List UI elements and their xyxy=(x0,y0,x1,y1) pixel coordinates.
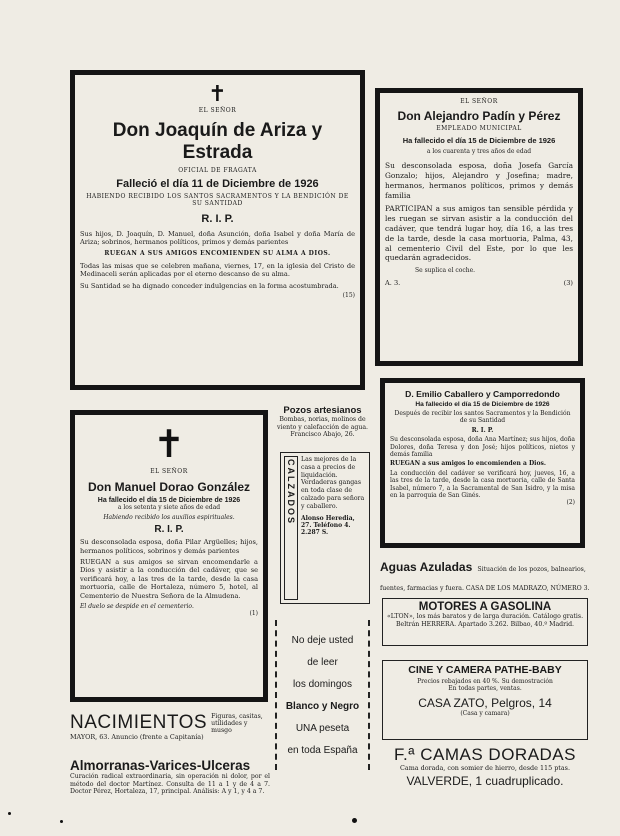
ad-text: Las mejores de la casa a precios de liquidación. Verdaderas gangas en toda clase de calzado para señora y caballero. xyxy=(301,456,365,510)
death-date: Ha fallecido el día 15 de Diciembre de 1926 xyxy=(402,135,556,145)
rip: R. I. P. xyxy=(471,426,494,434)
obituary-dorao xyxy=(70,410,268,702)
ad-line: UNA peseta xyxy=(295,723,350,734)
rank: OFICIAL DE FRAGATA xyxy=(178,167,257,175)
ad-reference: (15) xyxy=(342,292,355,300)
ad-text: «LTON», los más baratos y de larga duración. Catálogo gratis. Beltrán HERRERA. Apartado 3.262. Bilbao, 40.º Madrid. xyxy=(386,613,584,628)
ad-line: Blanco y Negro xyxy=(285,701,360,712)
ad-note-2: (Casa y camara) xyxy=(460,709,510,717)
ad-text: Situación de los pozos, balnearios, fuentes, farmacias y fuera. CASA DE LOS MADRAZO, NÚMERO 3. xyxy=(380,566,590,592)
ad-title: CINE Y CAMERA PATHE-BABY xyxy=(408,664,562,676)
sacraments: HABIENDO RECIBIDO LOS SANTOS SACRAMENTOS Y LA BENDICIÓN DE SU SANTIDAD xyxy=(86,192,349,208)
duelo-text: El duelo se despide en el cementerio. xyxy=(80,603,194,611)
obituary-ariza xyxy=(70,70,365,390)
ruegan-text: RUEGAN a sus amigos se sirvan encomendarle a Dios y asistir a la conducción del cadáver, que se verificará hoy, a las tres de la tarde, desde la casa mortuoria, calle de Hortaleza, número 5, hotel, al Cementerio de Nuestra Señora de la Almudena. xyxy=(80,558,258,600)
deceased-name: Don Alejandro Padín y Pérez xyxy=(397,109,561,124)
family-text: Sus hijos, D. Joaquín, D. Manuel, doña Asunción, doña Isabel y doña María de Ariza; sobrinos, hermanos políticos, primos y demás parientes xyxy=(80,229,355,247)
ad-subtitle: Precios rebajados en 40 %. Su demostración xyxy=(417,678,553,685)
deceased-name: D. Emilio Caballero y Camporredondo xyxy=(405,389,560,399)
obituary-caballero xyxy=(380,378,585,548)
ruegan-text: RUEGAN a sus amigos lo encomienden a Dios. xyxy=(390,460,546,468)
ad-line: los domingos xyxy=(293,679,352,690)
signature-left: A. 3. xyxy=(385,278,401,287)
ink-speck xyxy=(352,818,357,823)
ad-title: Almorranas-Varices-Ulceras xyxy=(70,758,251,773)
ad-address: Alonso Heredia, 27. Teléfono 4. xyxy=(301,514,355,529)
ad-text: Cama dorada, con somier de hierro, desde 115 ptas. xyxy=(400,764,570,772)
deceased-name: Don Manuel Dorao González xyxy=(87,480,250,495)
death-date: Falleció el día 11 de Diciembre de 1926 xyxy=(116,177,319,190)
cross-icon: ✝ xyxy=(208,82,227,107)
ink-speck xyxy=(8,812,11,815)
ad-title: Aguas Azuladas xyxy=(380,560,473,574)
death-date: Ha fallecido el día 15 de Diciembre de 1926 xyxy=(415,401,550,408)
age: a los setenta y siete años de edad xyxy=(117,504,221,512)
indulgences-text: Su Santidad se ha dignado conceder indulgencias en la forma acostumbrada. xyxy=(80,281,339,290)
ad-shop: CASA ZATO, Pelgros, 14 xyxy=(418,695,552,710)
honorific: EL SEÑOR xyxy=(150,468,188,475)
ad-side-text: Figuras, casitas, utilidades y musgo xyxy=(211,712,263,734)
camas-ad xyxy=(380,745,590,805)
family-text: Su desconsolada esposa, doña Josefa García Gonzalo; hijos, Alejandro y Josefina; madre, hermanos, hermanos políticos, primos y demás familia xyxy=(385,161,573,200)
ad-note: En todas partes, ventas. xyxy=(448,685,522,693)
car-note: Se suplica el coche. xyxy=(415,267,476,275)
pozos-ad xyxy=(275,405,370,447)
ad-shop: VALVERDE, 1 cuadruplicado. xyxy=(406,774,564,789)
obituary-padin xyxy=(375,88,583,366)
ad-line: de leer xyxy=(307,657,338,668)
sacraments: Habiendo recibido los auxilios espirituales. xyxy=(103,513,235,521)
ad-title: F.ª CAMAS DORADAS xyxy=(394,745,576,764)
ad-title: Pozos artesianos xyxy=(283,405,362,416)
rip: R. I. P. xyxy=(201,212,234,225)
conduction-text: La conducción del cadáver se verificará hoy, jueves, 16, a las tres de la tarde, desde la casa mortuoria, calle de Santa Isabel, número 7, a la Sacramental de San Isidro, y la misa en la parroquia de San Ginés. xyxy=(390,469,575,500)
aguas-ad xyxy=(380,556,590,598)
ad-text: Curación radical extraordinaria, sin operación ni dolor, por el método del doctor Martínez. Consulta de 11 a 1 y de 4 a 7. Doctor Pérez, Hortaleza, 17, principal. Análisis: A y 1, y 4 a 7. xyxy=(70,773,270,796)
ad-text: Bombas, norias, molinos de viento y calefacción de agua. Francisco Abajo, 26. xyxy=(276,416,368,439)
calzados-ad xyxy=(280,452,370,604)
ad-line: en toda España xyxy=(287,745,358,756)
sacraments: Después de recibir los santos Sacramentos y la Bendición de su Santidad xyxy=(394,410,571,425)
nacimientos-ad xyxy=(70,712,270,756)
ad-phone: 2.287 S. xyxy=(301,529,329,537)
ink-speck xyxy=(60,820,63,823)
ad-line: No deje usted xyxy=(291,635,354,646)
almorranas-ad xyxy=(70,758,270,816)
blanco-y-negro-ad xyxy=(275,620,370,770)
family-text: Su desconsolada esposa, doña Ana Martínez; sus hijos, doña Dolores, doña Teresa y don José; hijos políticos, nietos y demás familia xyxy=(390,436,575,459)
ruegan-text: RUEGAN A SUS AMIGOS ENCOMIENDEN SU ALMA A DIOS. xyxy=(104,250,331,258)
honorific: EL SEÑOR xyxy=(198,107,237,114)
masses-text: Todas las misas que se celebren mañana, viernes, 17, en la iglesia del Cristo de Medinaceli serán aplicadas por el eterno descanso de su alma. xyxy=(80,261,355,279)
motores-ad xyxy=(382,598,588,646)
role: EMPLEADO MUNICIPAL xyxy=(436,125,522,133)
ad-title: NACIMIENTOS xyxy=(70,712,208,733)
death-date: Ha fallecido el día 15 de Diciembre de 1926 xyxy=(97,497,241,505)
ad-vertical-title: CALZADOS xyxy=(284,456,298,600)
age: a los cuarenta y tres años de edad xyxy=(426,147,532,155)
cine-ad xyxy=(382,660,588,740)
cross-icon: ✝ xyxy=(153,422,185,466)
rip: R. I. P. xyxy=(154,524,184,536)
deceased-name: Don Joaquín de Ariza y Estrada xyxy=(112,120,323,164)
ad-reference: (2) xyxy=(566,499,575,507)
honorific: EL SEÑOR xyxy=(460,98,498,105)
ad-reference: (3) xyxy=(563,278,573,287)
ad-text: MAYOR, 63. Anuncio (frente a Capitanía) xyxy=(70,733,204,741)
participan-text: PARTICIPAN a sus amigos tan sensible pérdida y les ruegan se sirvan asistir a la conducción del cadáver, que tendrá lugar hoy, día 16, a las tres de la tarde, desde la casa mortuoria, Palma, 43, al cementerio Civil del Este, por lo que les quedarán agradecidos. xyxy=(385,204,573,263)
ad-title: MOTORES A GASOLINA xyxy=(418,601,552,613)
ad-reference: (1) xyxy=(249,610,258,618)
family-text: Su desconsolada esposa, doña Pilar Argüelles; hijos, hermanos políticos, sobrinos y demás parientes xyxy=(80,538,258,555)
